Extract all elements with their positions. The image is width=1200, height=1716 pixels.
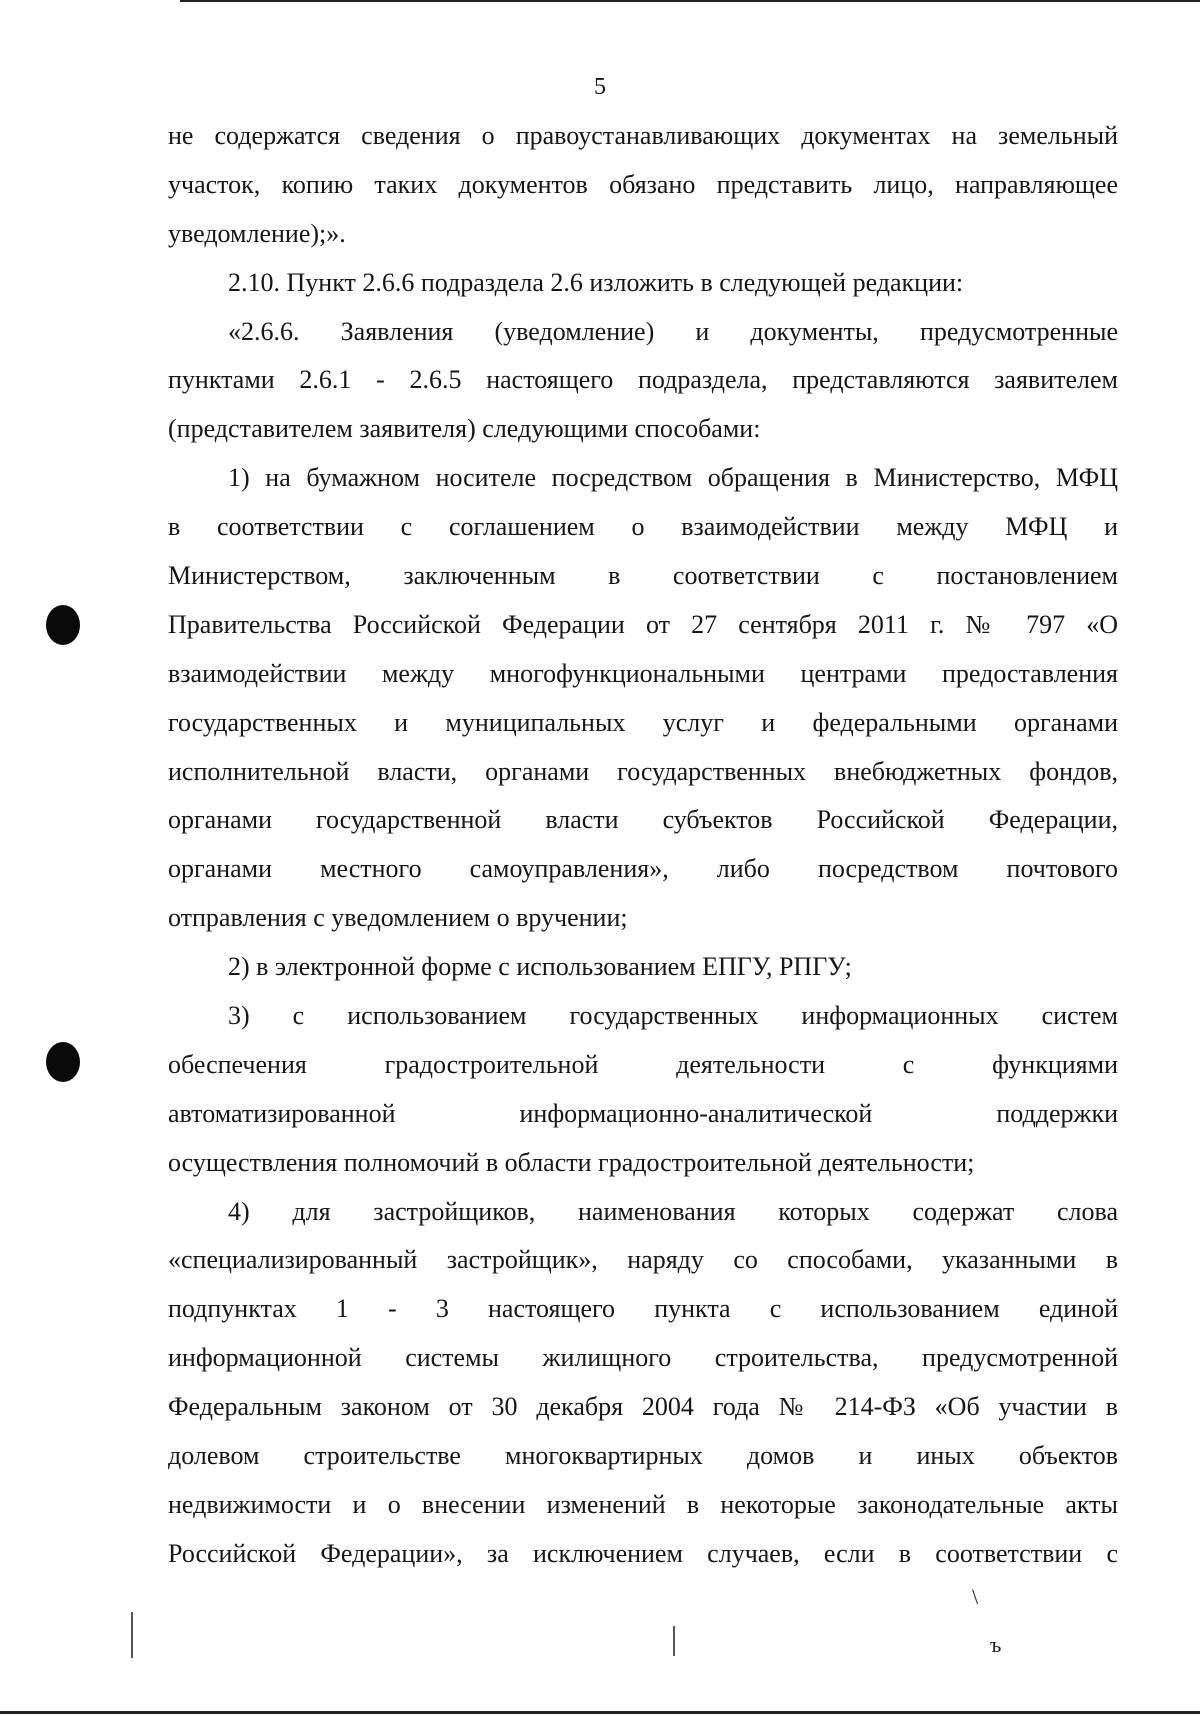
text-line: Министерством, заключенным в соответствии с постановлением xyxy=(168,561,1118,591)
text-line: исполнительной власти, органами государственных внебюджетных фондов, xyxy=(168,756,1118,786)
document-body xyxy=(168,112,1118,1579)
punch-hole-mark xyxy=(46,605,80,645)
text-line: взаимодействии между многофункциональными центрами предоставления xyxy=(168,658,1118,688)
paragraph-2-6-6: «2.6.6. Заявления (уведомление) и документы, предусмотренные xyxy=(228,316,1118,346)
scan-bottom-border xyxy=(0,1711,1200,1714)
text-line: не содержатся сведения о правоустанавливающих документах на земельный xyxy=(168,121,1118,150)
text-line: информационной системы жилищного строительства, предусмотренной xyxy=(168,1343,1118,1373)
scan-top-border xyxy=(180,0,1200,2)
text-line: осуществления полномочий в области градостроительной деятельности; xyxy=(168,1147,975,1177)
list-item-2: 2) в электронной форме с использованием ЕПГУ, РПГУ; xyxy=(228,952,852,982)
text-line: Российской Федерации», за исключением случаев, если в соответствии с xyxy=(168,1538,1118,1568)
scan-speck: \ xyxy=(972,1584,979,1609)
text-line: Правительства Российской Федерации от 27 сентября 2011 г. № 797 «О xyxy=(168,609,1118,639)
text-line: обеспечения градостроительной деятельности с функциями xyxy=(168,1049,1118,1079)
text-line: Федеральным законом от 30 декабря 2004 года № 214-ФЗ «Об участии в xyxy=(168,1392,1118,1422)
page-number: 5 xyxy=(594,74,606,100)
text-line: долевом строительстве многоквартирных домов и иных объектов xyxy=(168,1441,1118,1471)
text-line: органами местного самоуправления», либо посредством почтового xyxy=(168,854,1118,884)
list-item-4: 4) для застройщиков, наименования которых содержат слова xyxy=(228,1196,1118,1226)
text-line: подпунктах 1 - 3 настоящего пункта с использованием единой xyxy=(168,1294,1118,1324)
text-line: «специализированный застройщик», наряду со способами, указанными в xyxy=(168,1245,1118,1275)
text-line: государственных и муниципальных услуг и федеральными органами xyxy=(168,707,1118,737)
list-item-3: 3) с использованием государственных информационных систем xyxy=(228,1001,1118,1031)
text-line: отправления с уведомлением о вручении; xyxy=(168,903,628,933)
paragraph-2-10: 2.10. Пункт 2.6.6 подраздела 2.6 изложить в следующей редакции: xyxy=(228,267,964,297)
list-item-1: 1) на бумажном носителе посредством обращения в Министерство, МФЦ xyxy=(228,463,1118,493)
scan-speck: ъ xyxy=(990,1632,1002,1657)
text-line: недвижимости и о внесении изменений в некоторые законодательные акты xyxy=(168,1489,1118,1519)
text-line: (представителем заявителя) следующими способами: xyxy=(168,414,761,444)
text-line: в соответствии с соглашением о взаимодействии между МФЦ и xyxy=(168,512,1118,542)
text-line: пунктами 2.6.1 - 2.6.5 настоящего подраздела, представляются заявителем xyxy=(168,365,1118,395)
text-line: уведомление);». xyxy=(168,218,346,248)
text-line: органами государственной власти субъектов Российской Федерации, xyxy=(168,805,1118,835)
text-line: автоматизированной информационно-аналитической поддержки xyxy=(168,1098,1118,1128)
scan-edge-mark xyxy=(673,1626,675,1656)
punch-hole-mark xyxy=(46,1042,80,1082)
text-line: участок, копию таких документов обязано представить лицо, направляющее xyxy=(168,169,1118,199)
scan-edge-mark xyxy=(131,1612,133,1658)
